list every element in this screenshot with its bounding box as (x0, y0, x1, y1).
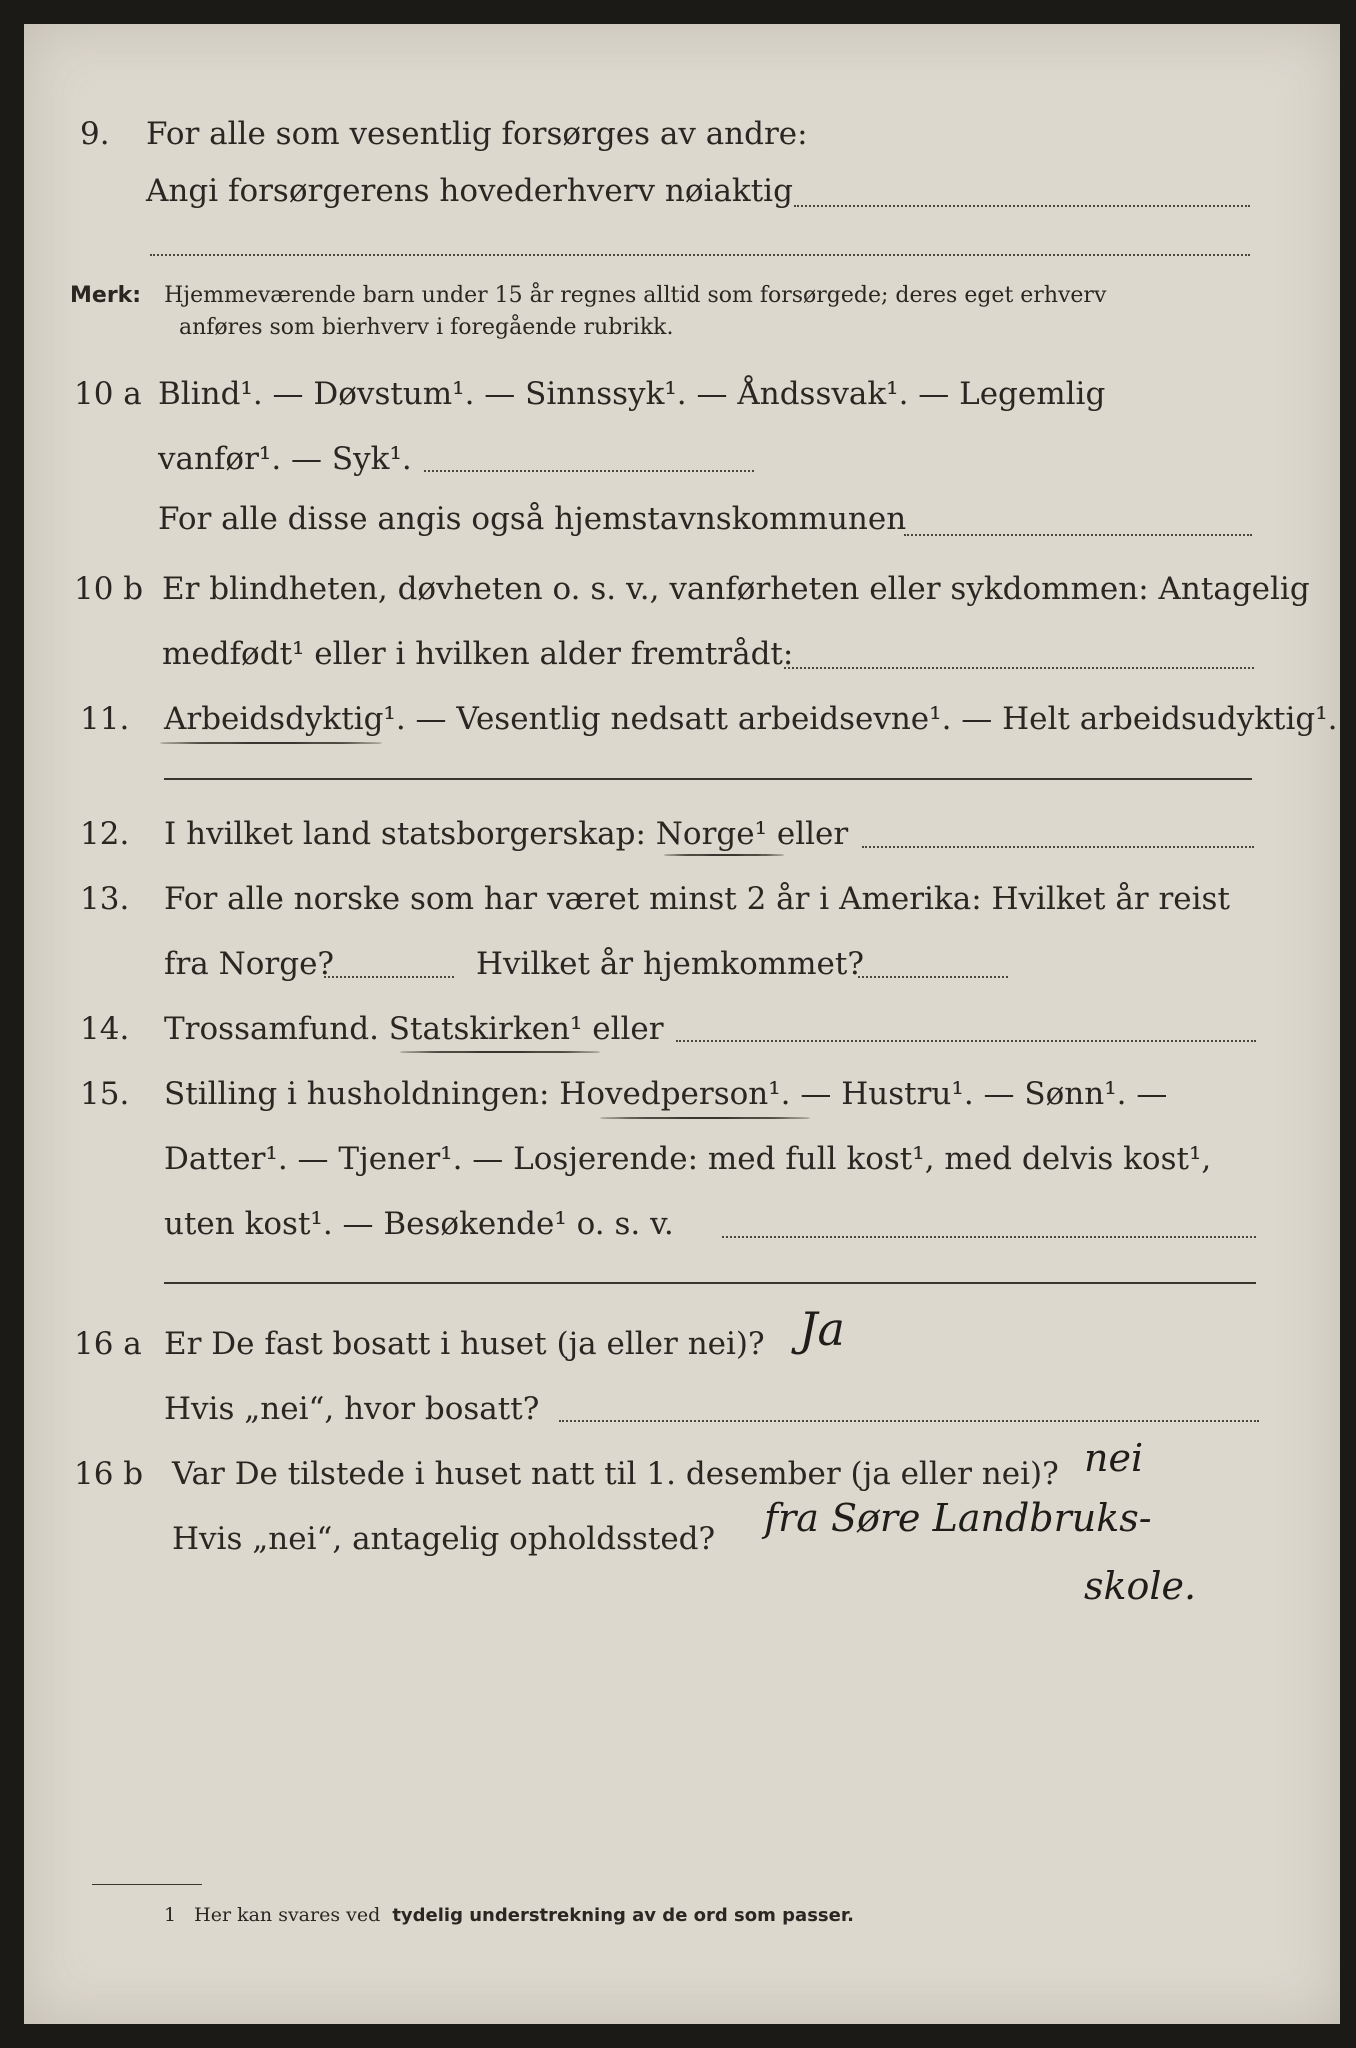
q11-line-1: Arbeidsdyktig¹. — Vesentlig nedsatt arbeidsevne¹. — Helt arbeidsudyktig¹. (164, 701, 1338, 737)
merk-line-2: anføres som bierhverv i foregående rubrikk. (179, 315, 674, 340)
q10a-line-1: Blind¹. — Døvstum¹. — Sinnssyk¹. — Åndssvak¹. — Legemlig (158, 376, 1106, 412)
q16b-number: 16 b (74, 1456, 144, 1492)
q16a-answer-handwritten: Ja (799, 1302, 845, 1356)
q16a-number: 16 a (74, 1326, 142, 1362)
q13-line-2a: fra Norge? (164, 946, 335, 982)
q10b-answer-line (784, 667, 1254, 669)
q15-line-3: uten kost¹. — Besøkende¹ o. s. v. (164, 1206, 674, 1242)
q11-underline-arbeidsdyktig (160, 742, 382, 744)
merk-label: Merk: (70, 283, 142, 308)
census-form-page (24, 24, 1340, 2024)
q15-line-1: Stilling i husholdningen: Hovedperson¹. — Hustru¹. — Sønn¹. — (164, 1076, 1168, 1112)
q14-number: 14. (80, 1011, 130, 1047)
q10b-number: 10 b (74, 571, 144, 607)
q15-underline-hovedperson (600, 1117, 810, 1119)
q15-number: 15. (80, 1076, 130, 1112)
q11-divider (164, 778, 1252, 780)
q13-line-2b: Hvilket år hjemkommet? (476, 946, 864, 982)
q12-line-1: I hvilket land statsborgerskap: Norge¹ eller (164, 816, 849, 852)
q10a-line-3: For alle disse angis også hjemstavnskommunen (158, 501, 907, 537)
footnote-text-plain: Her kan svares ved (194, 1904, 381, 1926)
q16b-answer-2b-handwritten: skole. (1084, 1564, 1197, 1608)
q10a-number: 10 a (74, 376, 142, 412)
q16b-line-2: Hvis „nei“, antagelig opholdssted? (172, 1521, 716, 1557)
q16a-line-2: Hvis „nei“, hvor bosatt? (164, 1391, 540, 1427)
q9-line-1: For alle som vesentlig forsørges av andre: (146, 116, 808, 152)
footnote-text-bold: tydelig understrekning av de ord som passer. (392, 1905, 854, 1926)
q16b-line-1: Var De tilstede i huset natt til 1. desember (ja eller nei)? (172, 1456, 1059, 1492)
q12-answer-line (862, 846, 1254, 848)
q10a-answer-line (424, 470, 754, 472)
q16a-answer-line (559, 1420, 1259, 1422)
q14-line-1: Trossamfund. Statskirken¹ eller (164, 1011, 664, 1047)
q10a-hometown-line (904, 534, 1252, 536)
q13-line-1: For alle norske som har været minst 2 år i Amerika: Hvilket år reist (164, 881, 1230, 917)
q14-answer-line (676, 1040, 1256, 1042)
q9-answer-line (794, 205, 1250, 207)
q12-number: 12. (80, 816, 130, 852)
footnote (164, 1904, 854, 1926)
q9-answer-line-2 (150, 254, 1250, 256)
q15-line-2: Datter¹. — Tjener¹. — Losjerende: med full kost¹, med delvis kost¹, (164, 1141, 1212, 1177)
q9-line-2: Angi forsørgerens hovederhverv nøiaktig (146, 173, 793, 209)
q16b-answer-2a-handwritten: fra Søre Landbruks- (764, 1496, 1152, 1540)
q10b-line-2: medfødt¹ eller i hvilken alder fremtrådt: (162, 636, 794, 672)
q14-underline-statskirken (400, 1051, 600, 1053)
merk-line-1: Hjemmeværende barn under 15 år regnes alltid som forsørgede; deres eget erhverv (164, 283, 1107, 308)
merk-note (70, 280, 1106, 312)
q9-number: 9. (80, 116, 110, 152)
footnote-mark: 1 (164, 1904, 177, 1926)
q15-divider (164, 1282, 1256, 1284)
q15-answer-line (722, 1236, 1256, 1238)
q13-departure-line (324, 976, 454, 978)
q13-return-line (858, 976, 1008, 978)
q10a-line-2: vanfør¹. — Syk¹. (158, 441, 412, 477)
q16a-line-1: Er De fast bosatt i huset (ja eller nei)? (164, 1326, 765, 1362)
q10b-line-1: Er blindheten, døvheten o. s. v., vanførheten eller sykdommen: Antagelig (162, 571, 1310, 607)
q12-underline-norge (664, 854, 784, 856)
q16b-answer-1-handwritten: nei (1084, 1436, 1144, 1480)
q13-number: 13. (80, 881, 130, 917)
q11-number: 11. (80, 701, 130, 737)
footnote-rule (92, 1884, 202, 1885)
